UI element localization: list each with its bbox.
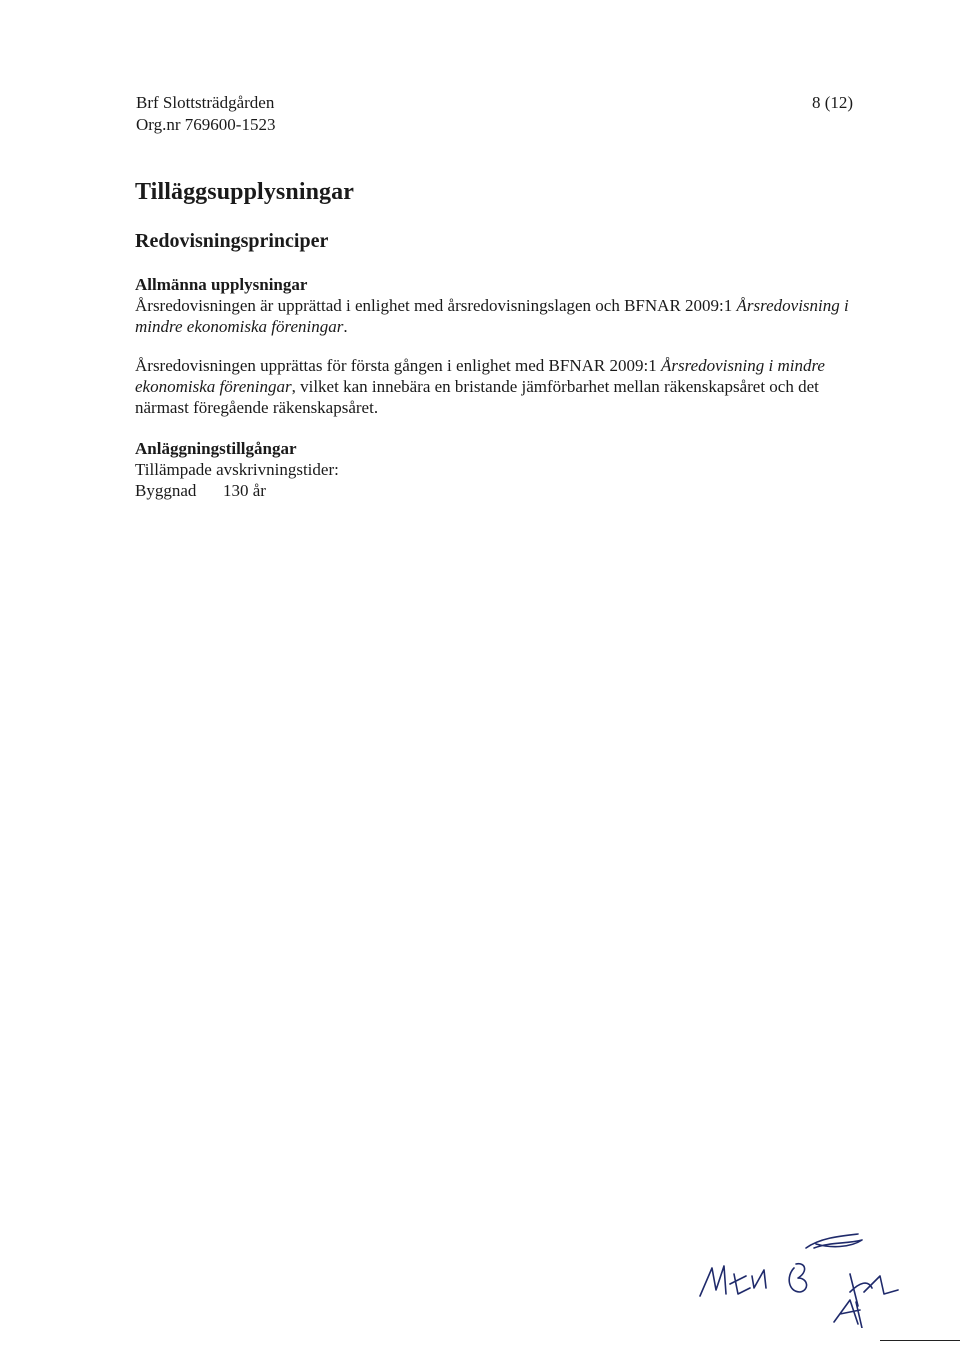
p2-end: , vilket kan innebära en bristande jämförbarhet mellan räkenskapsåret och det närmast föregående räkenskapsåret. — [135, 377, 819, 417]
handwritten-initials — [690, 1218, 930, 1328]
page-number: 8 (12) — [812, 93, 854, 112]
depreciation-value: 130 år — [223, 481, 266, 500]
org-number: Org.nr 769600-1523 — [136, 115, 276, 134]
depreciation-intro: Tillämpade avskrivningstider: — [135, 460, 339, 479]
initials-men — [700, 1266, 766, 1296]
p2-text: Årsredovisningen upprättas för första gången i enlighet med BFNAR 2009:1 — [135, 356, 661, 375]
initials-b — [789, 1264, 806, 1292]
general-paragraph-2 — [135, 355, 865, 418]
p1-text: Årsredovisningen är upprättad i enlighet med årsredovisningslagen och BFNAR 2009:1 — [135, 296, 737, 315]
header-org-info — [136, 92, 275, 136]
page-title: Tilläggsupplysningar — [135, 179, 354, 205]
depreciation-row — [135, 480, 865, 501]
p2-italic: Årsredovisning i mindre ekonomiska föreningar — [135, 356, 825, 396]
p1-italic: Årsredovisning i mindre ekonomiska föreningar — [135, 296, 849, 336]
content-body — [135, 274, 865, 501]
bottom-rule — [880, 1340, 960, 1341]
org-name: Brf Slottsträdgården — [136, 93, 275, 112]
section-subtitle: Redovisningsprinciper — [135, 230, 329, 252]
depreciation-label: Byggnad — [135, 481, 197, 500]
initials-scribble — [806, 1234, 862, 1248]
fixed-assets-heading: Anläggningstillgångar — [135, 439, 297, 458]
p1-end: . — [343, 317, 348, 336]
general-paragraph-1 — [135, 295, 865, 337]
general-heading: Allmänna upplysningar — [135, 275, 308, 294]
initials-kh — [850, 1274, 898, 1306]
